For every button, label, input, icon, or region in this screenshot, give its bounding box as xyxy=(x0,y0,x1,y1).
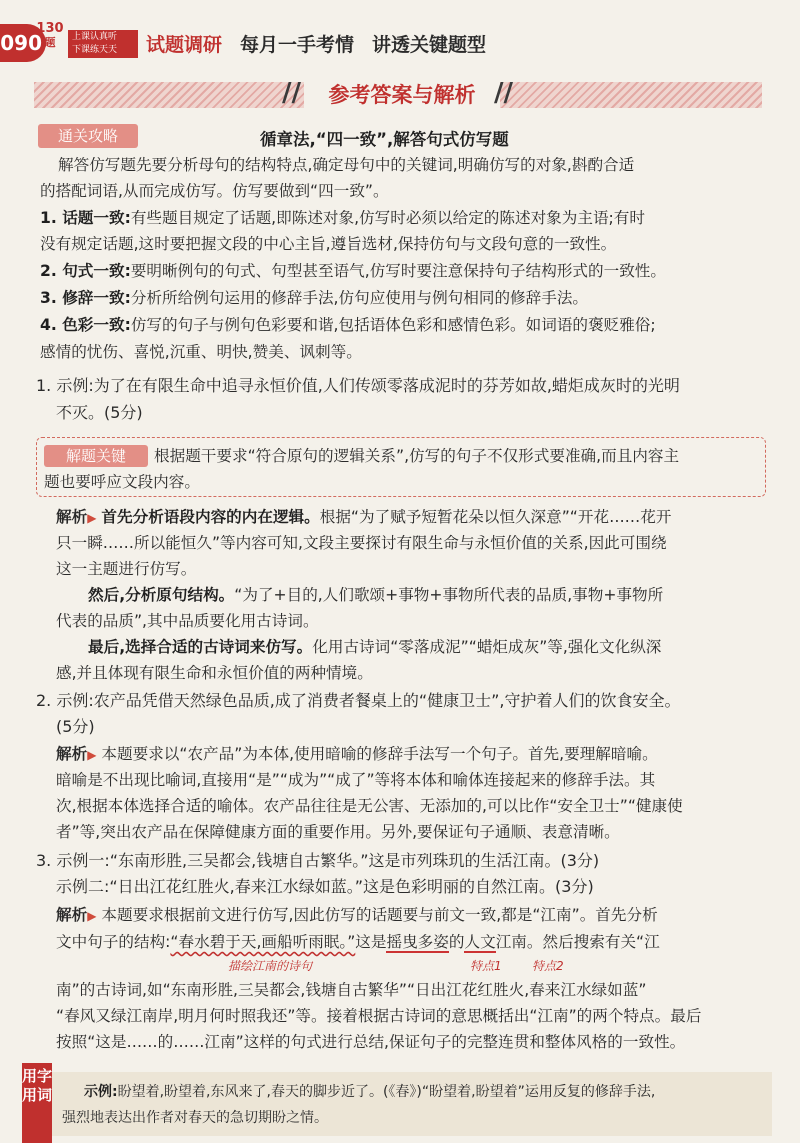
annotation-feature-1: 特点1 xyxy=(470,959,502,973)
q1-analysis-1-line-3: 这一主题进行仿写。 xyxy=(56,560,197,578)
q1-analysis-2 xyxy=(88,585,663,605)
q2-analysis-line-3: 次,根据本体选择合适的喻体。农产品往往是无公害、无添加的,可以比作“安全卫士”“健康使 xyxy=(56,797,683,815)
q3-analysis-2 xyxy=(56,932,660,952)
q1-a2-rest: “为了+目的,人们歌颂+事物+事物所代表的品质,事物+事物所 xyxy=(234,586,664,604)
q3-a2-pre: 文中句子的结构: xyxy=(56,933,171,951)
banner-slash-right: // xyxy=(494,78,513,108)
q2-answer-line-2: (5分) xyxy=(56,717,95,736)
guide-point-1 xyxy=(40,208,645,228)
header-title-3: 讲透关键题型 xyxy=(372,34,487,56)
point-2-head: 2. 句式一致: xyxy=(40,262,131,280)
guide-point-4-line-2: 感情的忧伤、喜悦,沉重、明快,赞美、讽刺等。 xyxy=(40,343,362,361)
q2-analysis-line-2: 暗喻是不出现比喻词,直接用“是”“成为”“成了”等将本体和喻体连接起来的修辞手法。其 xyxy=(56,771,656,789)
q2-analysis-label: 解析 xyxy=(56,745,88,763)
q3-analysis-1 xyxy=(56,905,658,926)
q1-tip-line-1: 根据题干要求“符合原句的逻辑关系”,仿写的句子不仅形式要准确,而且内容主 xyxy=(154,447,680,465)
triangle-icon: ▶ xyxy=(87,748,97,762)
guide-intro-line-1: 解答仿写题先要分析母句的结构特点,确定母句中的关键词,明确仿写的对象,斟酌合适 xyxy=(58,156,635,174)
q3-analysis-label: 解析 xyxy=(56,906,88,924)
q1-tip-tag: 解题关键 xyxy=(44,445,148,467)
q1-a3-rest: 化用古诗词“零落成泥”“蜡炬成灰”等,强化文化纵深 xyxy=(312,638,662,656)
footer-tab: 用字用词 xyxy=(22,1063,52,1143)
q3-a2-end: 。然后搜索有关“江 xyxy=(526,933,660,951)
q1-answer-line-2: 不灭。(5分) xyxy=(56,403,143,422)
guide-intro-line-2: 的搭配词语,从而完成仿写。仿写要做到“四一致”。 xyxy=(40,182,389,200)
q3-a2-jn: 江南 xyxy=(495,933,527,951)
point-3-text: 分析所给例句运用的修辞手法,仿句应使用与例句相同的修辞手法。 xyxy=(130,289,589,307)
header-title-2: 每月一手考情 xyxy=(240,34,355,56)
q3-a2-de: 的 xyxy=(448,933,465,951)
slogan-line-1: 上课认真听 xyxy=(72,32,118,42)
q1-analysis-3 xyxy=(88,637,661,657)
guide-point-1-line-2: 没有规定话题,这时要把握文段的中心主旨,遵旨选材,保持仿句与文段句意的一致性。 xyxy=(40,235,617,253)
point-2-text: 要明晰例句的句式、句型甚至语气,仿写时要注意保持句子结构形式的一致性。 xyxy=(130,262,666,280)
guide-point-2 xyxy=(40,261,666,281)
q2-a-line-1: 本题要求以“农产品”为本体,使用暗喻的修辞手法写一个句子。首先,要理解暗喻。 xyxy=(101,745,658,763)
slogan-line-2: 下课练天天 xyxy=(72,45,118,55)
q1-a1-rest: 根据“为了赋予短暂花朵以恒久深意”“开花……花开 xyxy=(319,508,672,526)
guide-title: 循章法,“四一致”,解答句式仿写题 xyxy=(260,130,509,149)
point-4-text: 仿写的句子与例句色彩要和谐,包括语体色彩和感情色彩。如词语的褒贬雅俗; xyxy=(130,316,656,334)
logo-sub: 题 xyxy=(44,36,56,49)
q3-feature-2: 人文 xyxy=(464,933,496,951)
q3-feature-1: 摇曳多姿 xyxy=(386,933,449,951)
page-number: 090 xyxy=(0,24,46,62)
q3-analysis-line-5: 按照“这是……的……江南”这样的句式进行总结,保证句子的完整连贯和整体风格的一致性。 xyxy=(56,1033,686,1051)
q3-a2-quote: “春水碧于天,画船听雨眠。” xyxy=(170,933,356,951)
q1-analysis-2-line-2: 代表的品质”,其中品质要化用古诗词。 xyxy=(56,612,319,630)
guide-tag: 通关攻略 xyxy=(38,124,138,148)
footer-example-label: 示例: xyxy=(84,1084,118,1100)
page-header xyxy=(0,22,800,66)
point-3-head: 3. 修辞一致: xyxy=(40,289,131,307)
footer-example-line-2: 强烈地表达出作者对春天的急切期盼之情。 xyxy=(62,1110,328,1126)
q1-answer-line-1: 1. 示例:为了在有限生命中追寻永恒价值,人们传颂零落成泥时的芬芳如故,蜡炬成灰时的光明 xyxy=(36,376,680,395)
q3-analysis-line-4: “春风又绿江南岸,明月何时照我还”等。接着根据古诗词的意思概括出“江南”的两个特点。最后 xyxy=(56,1007,702,1025)
header-title-1: 试题调研 xyxy=(146,34,223,56)
q1-a2-bold: 然后,分析原句结构。 xyxy=(88,586,235,604)
q3-a-line-1: 本题要求根据前文进行仿写,因此仿写的话题要与前文一致,都是“江南”。首先分析 xyxy=(101,906,658,924)
q1-analysis-1 xyxy=(56,507,671,528)
q2-answer-line-1: 2. 示例:农产品凭借天然绿色品质,成了消费者餐桌上的“健康卫士”,守护着人们的饮食安全。 xyxy=(36,691,681,710)
q3-answer-line-1: 3. 示例一:“东南形胜,三吴都会,钱塘自古繁华。”这是市列珠玑的生活江南。(3分) xyxy=(36,851,600,870)
header-slogan xyxy=(68,30,138,58)
logo-number: 130 xyxy=(36,21,64,36)
q3-answer-line-2: 示例二:“日出江花红胜火,春来江水绿如蓝。”这是色彩明丽的自然江南。(3分) xyxy=(56,877,594,896)
banner-slash-left: // xyxy=(282,78,301,108)
q1-analysis-3-line-2: 感,并且体现有限生命和永恒价值的两种情境。 xyxy=(56,664,373,682)
point-1-text: 有些题目规定了话题,即陈述对象,仿写时必须以给定的陈述对象为主语;有时 xyxy=(130,209,645,227)
triangle-icon: ▶ xyxy=(87,511,97,525)
point-4-head: 4. 色彩一致: xyxy=(40,316,131,334)
point-1-head: 1. 话题一致: xyxy=(40,209,131,227)
banner-title: 参考答案与解析 xyxy=(304,75,500,115)
q1-a3-bold: 最后,选择合适的古诗词来仿写。 xyxy=(88,638,313,656)
annotation-poem: 描绘江南的诗句 xyxy=(228,959,313,973)
q1-analysis-1-line-2: 只一瞬……所以能恒久”等内容可知,文段主要探讨有限生命与永恒价值的关系,因此可围绕 xyxy=(56,534,667,552)
q3-a2-mid: 这是 xyxy=(355,933,387,951)
annotation-feature-2: 特点2 xyxy=(532,959,564,973)
brand-logo xyxy=(34,22,66,62)
q1-analysis-label: 解析 xyxy=(56,508,88,526)
footer-example-line-1 xyxy=(84,1082,655,1102)
q1-tip-line-2: 题也要呼应文段内容。 xyxy=(44,473,200,491)
guide-point-4 xyxy=(40,315,656,335)
footer-example-text: 盼望着,盼望着,东风来了,春天的脚步近了。(《春》)“盼望着,盼望着”运用反复的修辞手法, xyxy=(117,1084,656,1100)
q3-analysis-line-3: 南”的古诗词,如“东南形胜,三吴都会,钱塘自古繁华”“日出江花红胜火,春来江水绿如蓝” xyxy=(56,981,647,999)
q2-analysis-1 xyxy=(56,744,658,765)
triangle-icon: ▶ xyxy=(87,909,97,923)
guide-point-3 xyxy=(40,288,588,308)
q2-analysis-line-4: 者”等,突出农产品在保障健康方面的重要作用。另外,要保证句子通顺、表意清晰。 xyxy=(56,823,620,841)
q1-a1-bold: 首先分析语段内容的内在逻辑。 xyxy=(101,508,320,526)
